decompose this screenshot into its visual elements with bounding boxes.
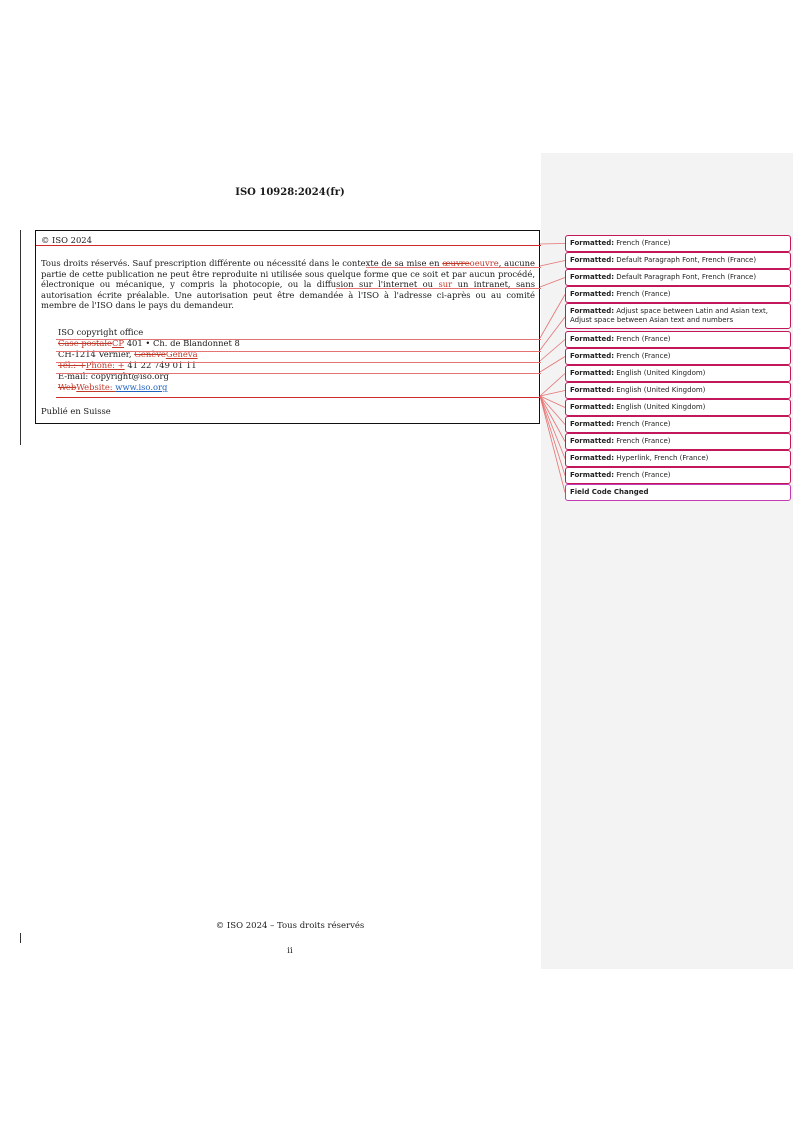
balloon-text: French (France)	[614, 437, 671, 445]
inserted-text: CP	[112, 338, 125, 348]
balloon-text: English (United Kingdom)	[614, 369, 706, 377]
page-number: ii	[287, 946, 293, 956]
format-balloon[interactable]	[565, 467, 791, 484]
format-balloon[interactable]	[565, 303, 791, 329]
balloon-text: Default Paragraph Font, French (France)	[614, 273, 757, 281]
format-balloon[interactable]	[565, 382, 791, 399]
address-text: 401 • Ch. de Blandonnet 8	[124, 338, 240, 348]
rights-text: un intranet, sans autorisation écrite préalable. Une autorisation peut être demandée à l'ISO à l'adresse ci-après ou au comité membre de l'ISO dans le pays du demandeur.	[41, 279, 535, 311]
balloon-label: Field Code Changed	[570, 488, 649, 496]
format-balloon[interactable]	[565, 433, 791, 450]
format-balloon[interactable]	[565, 450, 791, 467]
balloon-label: Formatted:	[570, 335, 615, 343]
inserted-text: Geneva	[165, 349, 198, 359]
connector-line	[540, 340, 565, 362]
connector-line	[540, 317, 565, 350]
format-balloon[interactable]	[565, 286, 791, 303]
balloon-text: English (United Kingdom)	[614, 403, 706, 411]
balloon-label: Formatted:	[570, 273, 615, 281]
inserted-text: Website:	[76, 382, 116, 392]
balloon-label: Formatted:	[570, 307, 615, 315]
balloon-text: Hyperlink, French (France)	[614, 454, 709, 462]
inserted-text: Phone: +	[85, 360, 125, 370]
format-balloon[interactable]	[565, 348, 791, 365]
footer-copyright: © ISO 2024 – Tous droits réservés	[215, 921, 365, 931]
rights-text: , aucune partie de cette publication ne peut être reproduite ni utilisée sous quelque forme que ce soit et par aucun procédé, électronique ou mécanique, y compris la photocopie, ou la diffusion sur l'internet ou	[41, 258, 535, 290]
balloon-label: Formatted:	[570, 471, 615, 479]
website-link[interactable]: www.iso.org	[115, 382, 168, 392]
format-balloon[interactable]	[565, 252, 791, 269]
balloon-label: Formatted:	[570, 239, 615, 247]
format-balloon[interactable]	[565, 365, 791, 382]
balloon-text: Adjust space between Latin and Asian text, Adjust space between Asian text and numbers	[570, 307, 768, 324]
deleted-text: Case postale	[58, 338, 113, 348]
deleted-text: Genève	[134, 349, 166, 359]
connector-line	[540, 391, 565, 397]
balloon-label: Formatted:	[570, 369, 615, 377]
connector-line	[540, 244, 565, 245]
balloon-text: French (France)	[614, 420, 671, 428]
rights-text: Tous droits réservés. Sauf prescription différente ou nécessité dans le contexte de sa mise en	[41, 258, 443, 268]
balloon-label: Formatted:	[570, 386, 615, 394]
format-balloon[interactable]	[565, 235, 791, 252]
balloon-label: Formatted:	[570, 454, 615, 462]
balloon-label: Formatted:	[570, 352, 615, 360]
format-balloon[interactable]	[565, 331, 791, 348]
balloon-text: French (France)	[614, 335, 671, 343]
deleted-text: Web	[58, 382, 77, 392]
document-title: ISO 10928:2024(fr)	[235, 187, 345, 198]
balloon-text: French (France)	[614, 352, 671, 360]
copyright-year: 2024	[70, 235, 92, 245]
balloon-text: French (France)	[614, 239, 671, 247]
format-balloon[interactable]	[565, 399, 791, 416]
connector-line	[540, 278, 565, 288]
balloon-text: Default Paragraph Font, French (France)	[614, 256, 757, 264]
city-text: CH-1214 Vernier,	[58, 349, 135, 359]
deleted-text: œuvre	[442, 258, 470, 268]
balloon-label: Formatted:	[570, 403, 615, 411]
connector-line	[540, 374, 565, 397]
connector-line	[540, 295, 565, 339]
deleted-text: Tél.: +	[58, 360, 86, 370]
balloon-label: Formatted:	[570, 290, 615, 298]
office-name: ISO copyright office	[58, 327, 144, 337]
phone-text: 41 22 749 01 11	[124, 360, 197, 370]
format-balloon[interactable]	[565, 269, 791, 286]
email-line: E-mail: copyright@iso.org	[58, 371, 169, 381]
balloon-text: English (United Kingdom)	[614, 386, 706, 394]
connector-line	[540, 261, 565, 267]
published-line: Publié en Suisse	[41, 406, 111, 416]
field-code-balloon[interactable]	[565, 484, 791, 501]
format-balloon[interactable]	[565, 416, 791, 433]
connector-line	[540, 396, 565, 476]
balloon-label: Formatted:	[570, 437, 615, 445]
inserted-text: sur	[438, 279, 453, 290]
copyright-prefix: © ISO	[41, 235, 68, 245]
balloon-label: Formatted:	[570, 256, 615, 264]
inserted-text: oeuvre	[469, 258, 499, 268]
connector-line	[540, 357, 565, 373]
balloon-text: French (France)	[614, 471, 671, 479]
balloon-label: Formatted:	[570, 420, 615, 428]
balloon-text: French (France)	[614, 290, 671, 298]
